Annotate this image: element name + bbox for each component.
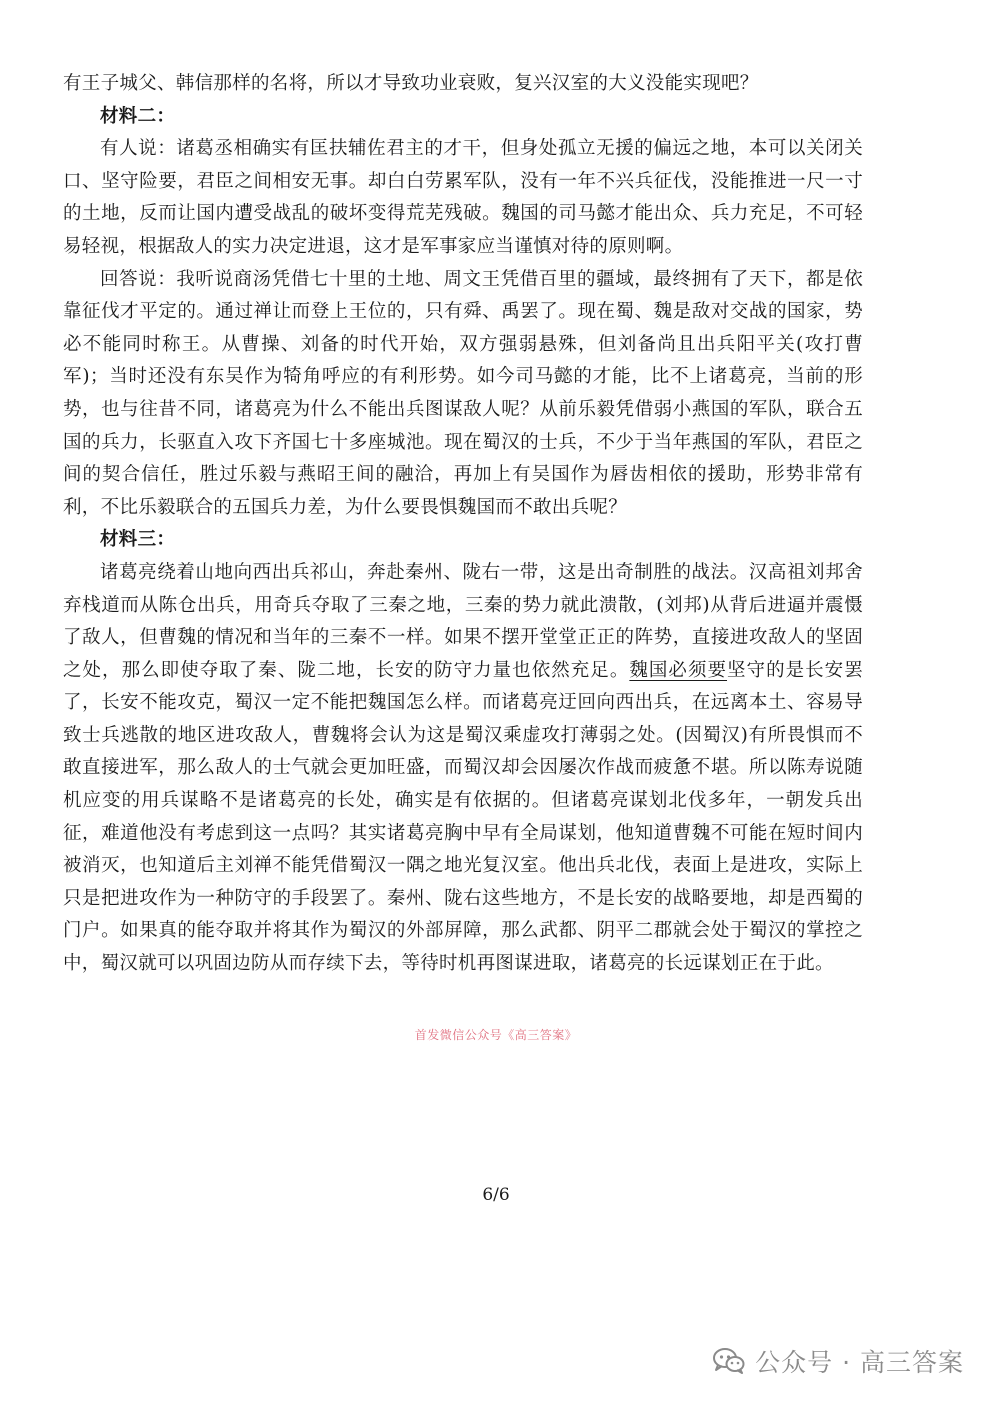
brand-label: 公众号 · 高三答案 bbox=[755, 1348, 964, 1377]
material-three-paragraph bbox=[63, 557, 863, 981]
material-two-paragraph-2: 回答说：我听说商汤凭借七十里的土地、周文王凭借百里的疆域，最终拥有了天下，都是依靠征伐才平定的。通过禅让而登上王位的，只有舜、禹罢了。现在蜀、魏是敌对交战的国家，势必不能同时称王。从曹操、刘备的时代开始，双方强弱悬殊，但刘备尚且出兵阳平关(攻打曹军)；当时还没有东吴作为犄角呼应的有利形势。如今司马懿的才能，比不上诸葛亮，当前的形势，也与往昔不同，诸葛亮为什么不能出兵图谋敌人呢？从前乐毅凭借弱小燕国的军队，联合五国的兵力，长驱直入攻下齐国七十多座城池。现在蜀汉的士兵，不少于当年燕国的军队，君臣之间的契合信任，胜过乐毅与燕昭王间的融洽，再加上有吴国作为唇齿相依的援助，形势非常有利，不比乐毅联合的五国兵力差，为什么要畏惧魏国而不敢出兵呢？ bbox=[63, 268, 863, 518]
watermark-text: 首发微信公众号《高三答案》 bbox=[414, 1028, 578, 1042]
continuation-paragraph: 有王子城父、韩信那样的名将，所以才导致功业衰败，复兴汉室的大义没能实现吧？ bbox=[63, 73, 759, 94]
material-three-text-after: 坚守的是长安罢了，长安不能攻克，蜀汉一定不能把魏国怎么样。而诸葛亮迂回向西出兵，在远离本土、容易导致士兵逃散的地区进攻敌人，曹魏将会认为这是蜀汉乘虚攻打薄弱之处。(因蜀汉)有所畏惧而不敢直接进军，那么敌人的士气就会更加旺盛，而蜀汉却会因屡次作战而疲惫不堪。所以陈寿说随机应变的用兵谋略不是诸葛亮的长处，确实是有依据的。但诸葛亮谋划北伐多年，一朝发兵出征，难道他没有考虑到这一点吗？其实诸葛亮胸中早有全局谋划，他知道曹魏不可能在短时间内被消灭，也知道后主刘禅不能凭借蜀汉一隅之地光复汉室。他出兵北伐，表面上是进攻，实际上只是把进攻作为一种防守的手段罢了。秦州、陇右这些地方，不是长安的战略要地，却是西蜀的门户。如果真的能夺取并将其作为蜀汉的外部屏障，那么武都、阴平二郡就会处于蜀汉的掌控之中，蜀汉就可以巩固边防从而存续下去，等待时机再图谋进取，诸葛亮的长远谋划正在于此。 bbox=[63, 659, 863, 975]
page-number: 6/6 bbox=[482, 1185, 510, 1205]
material-three-heading: 材料三： bbox=[100, 529, 176, 551]
material-two-heading: 材料二： bbox=[100, 105, 176, 127]
wechat-icon bbox=[713, 1348, 745, 1374]
brand-footer bbox=[713, 1343, 964, 1379]
document-body bbox=[63, 68, 863, 981]
material-two-paragraph-1: 有人说：诸葛丞相确实有匡扶辅佐君主的才干，但身处孤立无援的偏远之地，本可以关闭关口、坚守险要，君臣之间相安无事。却白白劳累军队，没有一年不兴兵征伐，没能推进一尺一寸的土地，反而让国内遭受战乱的破坏变得荒芜残破。魏国的司马懿才能出众、兵力充足，不可轻易轻视，根据敌人的实力决定进退，这才是军事家应当谨慎对待的原则啊。 bbox=[63, 138, 863, 257]
underlined-phrase: 魏国必须要 bbox=[629, 659, 728, 681]
material-three-text-before: 诸葛亮绕着山地向西出兵祁山，奔赴秦州、陇右一带，这是出奇制胜的战法。汉高祖刘邦舍弃栈道而从陈仓出兵，用奇兵夺取了三秦之地，三秦的势力就此溃散，(刘邦)从背后进逼并震慑了敌人，但曹魏的情况和当年的三秦不一样。如果不摆开堂堂正正的阵势，直接进攻敌人的坚固之处，那么即使夺取了秦、陇二地，长安的防守力量也依然充足。 bbox=[63, 561, 863, 681]
